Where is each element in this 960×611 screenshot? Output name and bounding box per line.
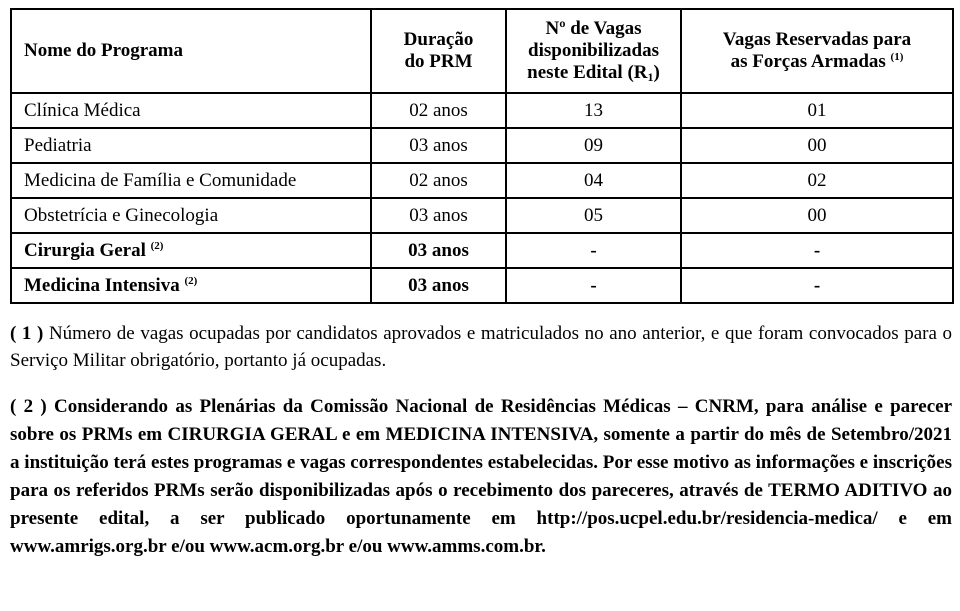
cell-vagas: 09 xyxy=(506,128,681,163)
cell-duration: 03 anos xyxy=(371,128,506,163)
header-reserved: Vagas Reservadas para as Forças Armadas $^{(1)}$ xyxy=(681,9,953,93)
cell-duration: 03 anos xyxy=(371,198,506,233)
cell-reserved: - xyxy=(681,233,953,268)
header-vagas: Nº de Vagas disponibilizadas neste Edital $(R_1)$ xyxy=(506,9,681,93)
cell-program-name: Medicina de Família e Comunidade xyxy=(11,163,371,198)
programs-table xyxy=(10,8,954,304)
header-duration: Duração do PRM xyxy=(371,9,506,93)
cell-vagas: - xyxy=(506,268,681,303)
cell-duration: 02 anos xyxy=(371,93,506,128)
cell-program-name: Pediatria xyxy=(11,128,371,163)
cell-reserved: 00 xyxy=(681,198,953,233)
cell-program-name: Cirurgia Geral $^{(2)}$ xyxy=(11,233,371,268)
cell-duration: 03 anos xyxy=(371,233,506,268)
table-row xyxy=(11,198,953,233)
cell-program-name: Medicina Intensiva $^{(2)}$ xyxy=(11,268,371,303)
cell-duration: 02 anos xyxy=(371,163,506,198)
footnote-2-text: ( 2 ) Considerando as Plenárias da Comissão Nacional de Residências Médicas – CNRM, para análise e parecer sobre os PRMs em CIRURGIA GERAL e em MEDICINA INTENSIVA, somente a partir do mês de Setembro/2021 a instituição terá estes programas e vagas correspondentes estabelecidas. Por esse motivo as informações e inscrições para os referidos PRMs serão disponibilizadas após o recebimento dos pareceres, através de TERMO ADITIVO ao presente edital, a ser publicado oportunamente em http://pos.ucpel.edu.br/residencia-medica/ e em www.amrigs.org.br e/ou www.acm.org.br e/ou www.amms.com.br. xyxy=(10,396,952,557)
cell-program-name: Obstetrícia e Ginecologia xyxy=(11,198,371,233)
cell-vagas: - xyxy=(506,233,681,268)
cell-vagas: 13 xyxy=(506,93,681,128)
cell-duration: 03 anos xyxy=(371,268,506,303)
footnote-1-mark: ( 1 ) xyxy=(10,323,44,344)
footnote-1-text: Número de vagas ocupadas por candidatos aprovados e matriculados no ano anterior, e que foram convocados para o Serviço Militar obrigatório, portanto já ocupadas. xyxy=(10,323,952,371)
table-row xyxy=(11,163,953,198)
cell-reserved: 01 xyxy=(681,93,953,128)
cell-vagas: 05 xyxy=(506,198,681,233)
table-row xyxy=(11,93,953,128)
table-row xyxy=(11,268,953,303)
table-row xyxy=(11,128,953,163)
cell-vagas: 04 xyxy=(506,163,681,198)
header-program-name: Nome do Programa xyxy=(11,9,371,93)
footnote-2 xyxy=(10,393,952,561)
table-header-row xyxy=(11,9,953,93)
cell-reserved: 00 xyxy=(681,128,953,163)
cell-reserved: - xyxy=(681,268,953,303)
cell-reserved: 02 xyxy=(681,163,953,198)
footnote-1 xyxy=(10,320,952,374)
cell-program-name: Clínica Médica xyxy=(11,93,371,128)
table-row xyxy=(11,233,953,268)
